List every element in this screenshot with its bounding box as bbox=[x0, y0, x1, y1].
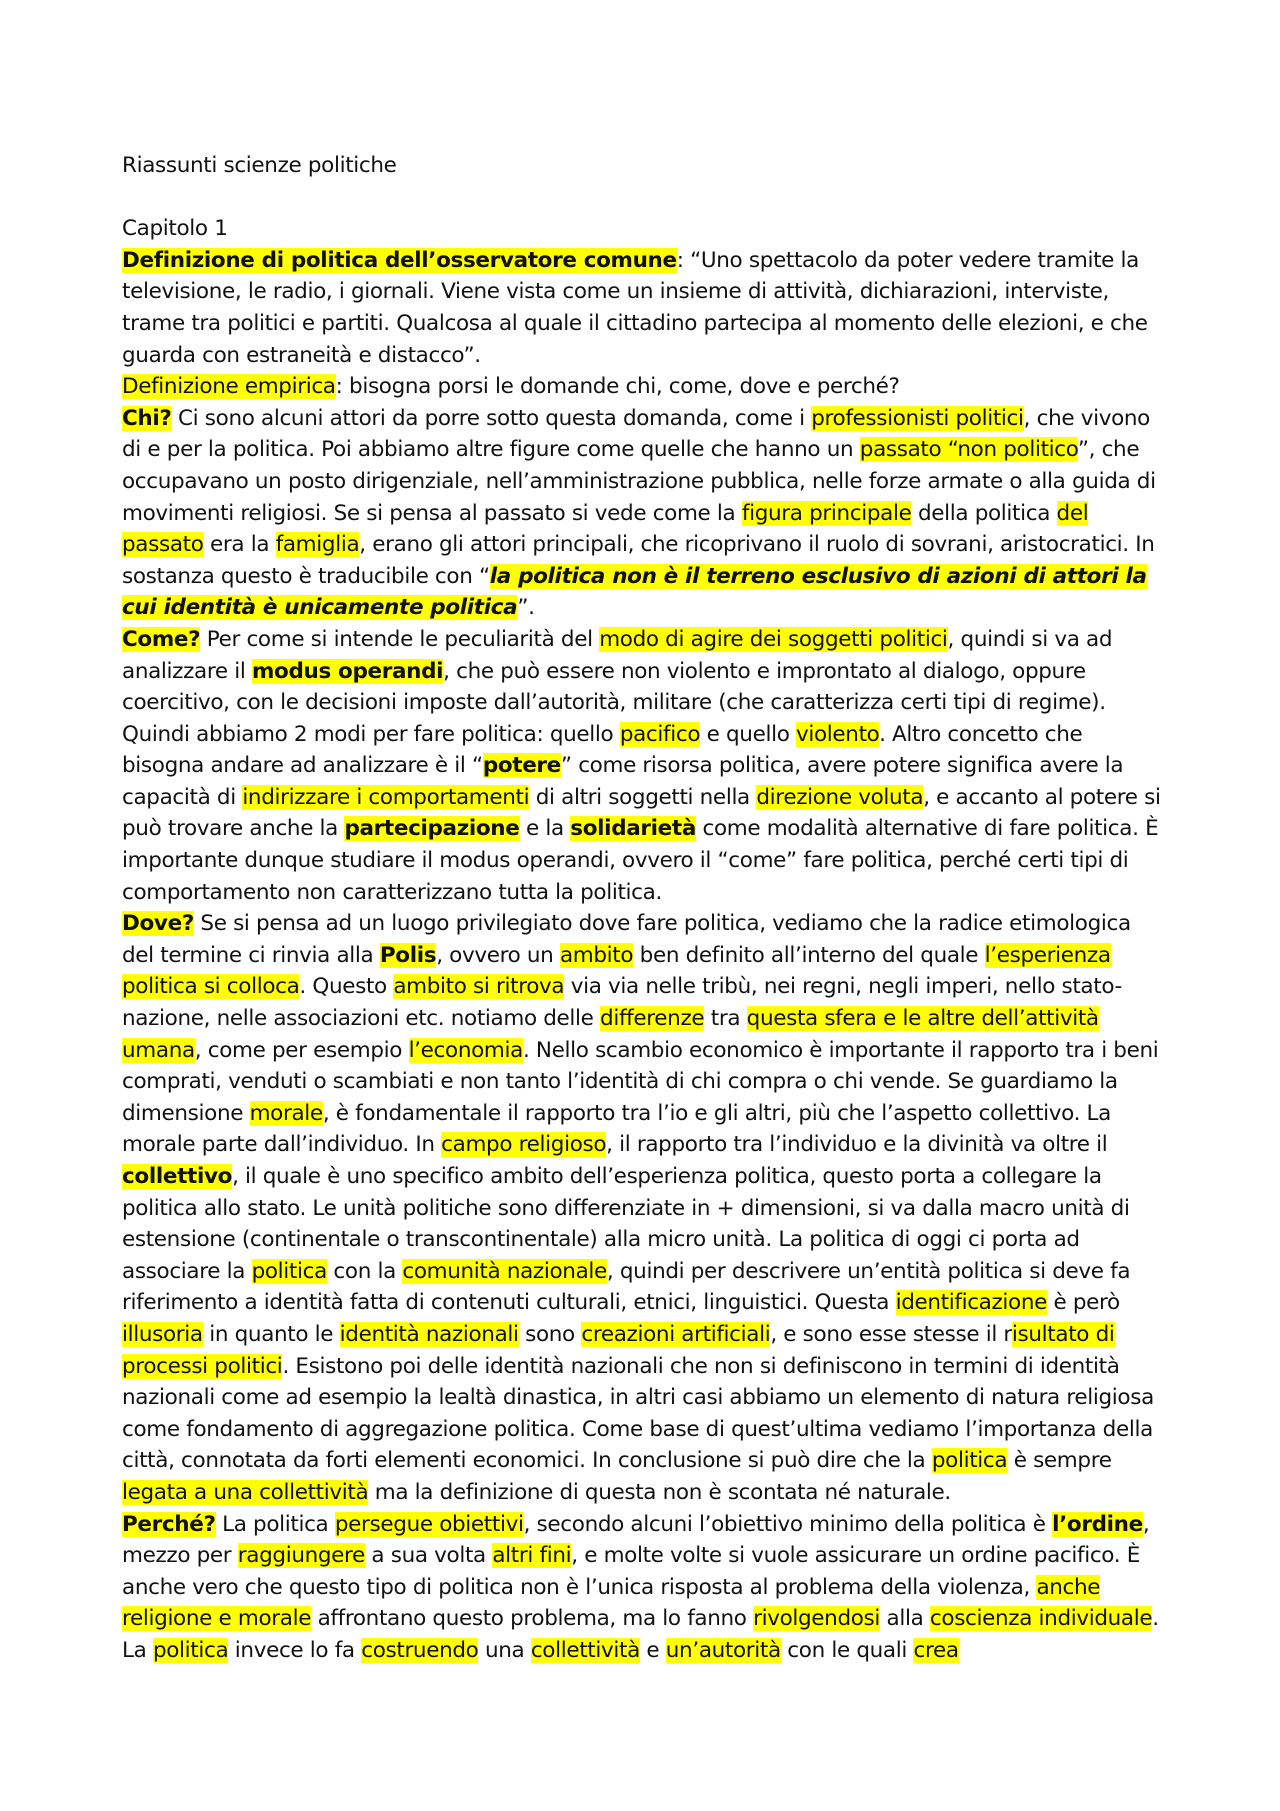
highlighted-bold-text: solidarietà bbox=[570, 816, 696, 842]
highlighted-text: Definizione empirica bbox=[122, 374, 336, 400]
highlighted-text: comunità nazionale bbox=[402, 1258, 607, 1284]
text-run: , che può essere non violento e improntato al dialogo, oppure coercitivo, con le decisioni imposte dall’autorità, militare (che caratterizza certi tipi di regime). Quindi abbiamo 2 modi per fare politica: quello bbox=[122, 658, 1106, 747]
paragraph bbox=[122, 371, 1167, 403]
text-run: , che vivono di e per la politica. Poi abbiamo altre figure come quelle che hanno un bbox=[122, 405, 1150, 463]
highlighted-text: indirizzare i comportamenti bbox=[242, 784, 530, 810]
highlighted-text: famiglia bbox=[275, 532, 360, 558]
highlighted-text: isultato di processi politici bbox=[122, 1321, 1115, 1379]
highlighted-text: anche religione e morale bbox=[122, 1574, 1101, 1632]
highlighted-bold-text: Polis bbox=[379, 942, 437, 968]
document-title: Riassunti scienze politiche bbox=[122, 153, 397, 178]
text-run: , quindi per descrivere un’entità politica si deve fa riferimento a identità fatta di contenuti culturali, etnici, linguistici. Questa bbox=[122, 1258, 1131, 1316]
highlighted-bold-text: Come? bbox=[122, 626, 201, 652]
highlighted-text: questa sfera e le altre dell’attività umana bbox=[122, 1006, 1099, 1063]
text-run: alla bbox=[880, 1606, 930, 1632]
text-run: . Nello scambio economico è importante il rapporto tra i beni comprati, venduti o scambiati e non tanto l’identità di chi compra o chi vende. Se guardiamo la dimensione bbox=[122, 1037, 1159, 1126]
text-run: . Questo bbox=[299, 974, 394, 1000]
paragraph bbox=[122, 403, 1167, 624]
text-run: , è fondamentale il rapporto tra l’io e gli altri, più che l’aspetto collettivo. La morale parte dall’individuo. In bbox=[122, 1100, 1112, 1158]
highlighted-bold-text: partecipazione bbox=[344, 816, 520, 842]
text-run: e la bbox=[519, 816, 571, 842]
highlighted-text: modo di agire dei soggetti politici bbox=[599, 626, 948, 652]
text-run: , secondo alcuni l’obiettivo minimo della politica è bbox=[523, 1511, 1053, 1537]
text-run: . Esistono poi delle identità nazionali che non si definiscono in termini di identità nazionali come ad esempio la lealtà dinastica, in altri casi abbiamo un elemento di natura religiosa come fondamento di aggregazione politica. Come base di quest’ultima vediamo l’importanza della città, connotata da forti elementi economici. In conclusione si può dire che la bbox=[122, 1353, 1154, 1474]
highlighted-bold-text: modus operandi bbox=[251, 658, 444, 684]
highlighted-text: altri fini bbox=[492, 1543, 572, 1569]
highlighted-text: l’economia bbox=[408, 1037, 523, 1063]
text-run: , ovvero un bbox=[436, 942, 560, 968]
highlighted-text: professionisti politici bbox=[811, 405, 1024, 431]
text-run: come modalità alternative di fare politica. È importante dunque studiare il modus operandi, ovvero il “come” fare politica, perché certi tipi di comportamento non caratterizzano tutta la politica. bbox=[122, 816, 1159, 905]
chapter-heading: Capitolo 1 bbox=[122, 216, 228, 242]
highlighted-text: differenze bbox=[600, 1006, 705, 1032]
highlighted-text: illusoria bbox=[122, 1321, 203, 1347]
highlighted-text: politica bbox=[931, 1448, 1008, 1474]
highlighted-text: passato “non politico bbox=[859, 437, 1078, 463]
highlighted-text: persegue obiettivi bbox=[334, 1511, 524, 1537]
text-run: della politica bbox=[911, 500, 1057, 526]
text-run: ”. bbox=[517, 595, 535, 621]
highlighted-text: direzione voluta bbox=[756, 784, 924, 810]
text-run: La politica bbox=[215, 1511, 335, 1537]
highlighted-text: politica bbox=[152, 1637, 229, 1663]
text-run: , e sono esse stesse il r bbox=[770, 1321, 1012, 1347]
text-run: via via nelle tribù, nei regni, negli imperi, nello stato-nazione, nelle associazioni etc. notiamo delle bbox=[122, 974, 1122, 1032]
text-run: . Altro concetto che bisogna andare ad analizzare è il “ bbox=[122, 721, 1083, 779]
text-run: ma la definizione di questa non è scontata né naturale. bbox=[368, 1479, 951, 1505]
blank-line bbox=[122, 182, 1167, 214]
highlighted-text: campo religioso bbox=[441, 1132, 607, 1158]
text-run: sono bbox=[518, 1321, 582, 1347]
highlighted-bold-text: Dove? bbox=[122, 911, 194, 937]
text-run: , erano gli attori principali, che ricoprivano il ruolo di sovrani, aristocratici. In sostanza questo è traducibile con “ bbox=[122, 532, 1155, 589]
text-run: ” come risorsa politica, avere potere significa avere la capacità di bbox=[122, 753, 1124, 810]
document-body bbox=[122, 245, 1167, 1667]
text-run: , il rapporto tra l’individuo e la divinità va oltre il bbox=[606, 1132, 1108, 1158]
text-run: , e molte volte si vuole assicurare un ordine pacifico. È anche vero che questo tipo di politica non è l’unica risposta al problema della violenza, bbox=[122, 1543, 1140, 1600]
highlighted-bold-text: collettivo bbox=[122, 1164, 233, 1189]
text-run: : bisogna porsi le domande chi, come, dove e perché? bbox=[335, 374, 900, 400]
highlighted-text: creazioni artificiali bbox=[581, 1321, 771, 1347]
highlighted-text: rivolgendosi bbox=[753, 1606, 881, 1632]
paragraph bbox=[122, 245, 1167, 371]
highlighted-bold-text: Definizione di politica dell’osservatore comune bbox=[122, 247, 677, 273]
text-run: Per come si intende le peculiarità del bbox=[200, 626, 600, 652]
highlighted-text: politica bbox=[251, 1258, 327, 1284]
text-run: a sua volta bbox=[364, 1543, 493, 1569]
highlighted-bold-text: Perché? bbox=[122, 1511, 216, 1537]
highlighted-text: figura principale bbox=[741, 500, 912, 526]
highlighted-text: del passato bbox=[122, 500, 1089, 558]
text-run: e bbox=[639, 1637, 666, 1663]
highlighted-bold-italic-text: la politica non è il terreno esclusivo di azioni di attori la cui identità è unicamente politica bbox=[122, 563, 1147, 621]
highlighted-text: crea bbox=[913, 1637, 959, 1663]
paragraph bbox=[122, 624, 1167, 908]
highlighted-text: coscienza individuale bbox=[929, 1606, 1153, 1632]
text-run: , come per esempio bbox=[194, 1037, 409, 1063]
highlighted-text: collettività bbox=[530, 1637, 640, 1663]
text-run: di altri soggetti nella bbox=[529, 784, 757, 810]
text-run: con la bbox=[326, 1258, 403, 1284]
text-run: era la bbox=[203, 532, 276, 558]
highlighted-text: raggiungere bbox=[237, 1543, 365, 1569]
text-run: con le quali bbox=[780, 1637, 914, 1663]
text-run: : “Uno spettacolo da poter vedere tramite la televisione, le radio, i giornali. Viene vista come un insieme di attività, dichiarazioni, interviste, trame tra politici e partiti. Qualcosa al quale il cittadino partecipa al momento delle elezioni, e che guarda con estraneità e distacco”. bbox=[122, 247, 1148, 368]
text-run: tra bbox=[704, 1006, 747, 1032]
text-run: in quanto le bbox=[202, 1321, 340, 1347]
paragraph bbox=[122, 908, 1167, 1508]
highlighted-text: pacifico bbox=[619, 721, 701, 747]
highlighted-bold-text: l’ordine bbox=[1052, 1511, 1143, 1537]
highlighted-text: un’autorità bbox=[665, 1637, 781, 1663]
text-run: è sempre bbox=[1007, 1448, 1112, 1474]
text-run: , e accanto al potere si può trovare anche la bbox=[122, 784, 1161, 842]
text-run: Se si pensa ad un luogo privilegiato dove fare politica, vediamo che la radice etimologica del termine ci rinvia alla bbox=[122, 911, 1131, 968]
text-run: è però bbox=[1047, 1290, 1120, 1316]
text-run: , mezzo per bbox=[122, 1511, 1150, 1569]
highlighted-text: l’esperienza politica si colloca bbox=[122, 942, 1111, 1000]
text-run: Ci sono alcuni attori da porre sotto questa domanda, come i bbox=[171, 405, 812, 431]
text-run: e quello bbox=[700, 721, 796, 747]
highlighted-text: violento bbox=[796, 721, 880, 747]
document-page bbox=[122, 150, 1167, 1667]
text-run: , il quale è uno specifico ambito dell’esperienza politica, questo porta a collegare la politica allo stato. Le unità politiche sono differenziate in + dimensioni, si va dalla macro unità di estensione (continentale o transcontinentale) alla micro unità. La politica di oggi ci porta ad associare la bbox=[122, 1164, 1130, 1284]
highlighted-bold-text: Chi? bbox=[122, 405, 172, 431]
highlighted-text: legata a una collettività bbox=[122, 1479, 369, 1505]
text-run: invece lo fa bbox=[228, 1637, 362, 1663]
text-run: ben definito all’interno del quale bbox=[633, 942, 985, 968]
highlighted-text: identità nazionali bbox=[339, 1321, 519, 1347]
text-run: una bbox=[478, 1637, 531, 1663]
highlighted-text: ambito si ritrova bbox=[393, 974, 565, 1000]
highlighted-bold-text: potere bbox=[482, 753, 561, 779]
text-run: . La bbox=[122, 1606, 1159, 1663]
highlighted-text: morale bbox=[249, 1100, 323, 1126]
text-run: affrontano questo problema, ma lo fanno bbox=[311, 1606, 754, 1632]
highlighted-text: costruendo bbox=[361, 1637, 479, 1663]
highlighted-text: ambito bbox=[559, 942, 634, 968]
paragraph bbox=[122, 1509, 1167, 1667]
text-run: ”, che occupavano un posto dirigenziale, nell’amministrazione pubblica, nelle forze armate o alla guida di movimenti religiosi. Se si pensa al passato si vede come la bbox=[122, 437, 1156, 526]
highlighted-text: identificazione bbox=[895, 1290, 1048, 1316]
text-run: , quindi si va ad analizzare il bbox=[122, 626, 1113, 684]
